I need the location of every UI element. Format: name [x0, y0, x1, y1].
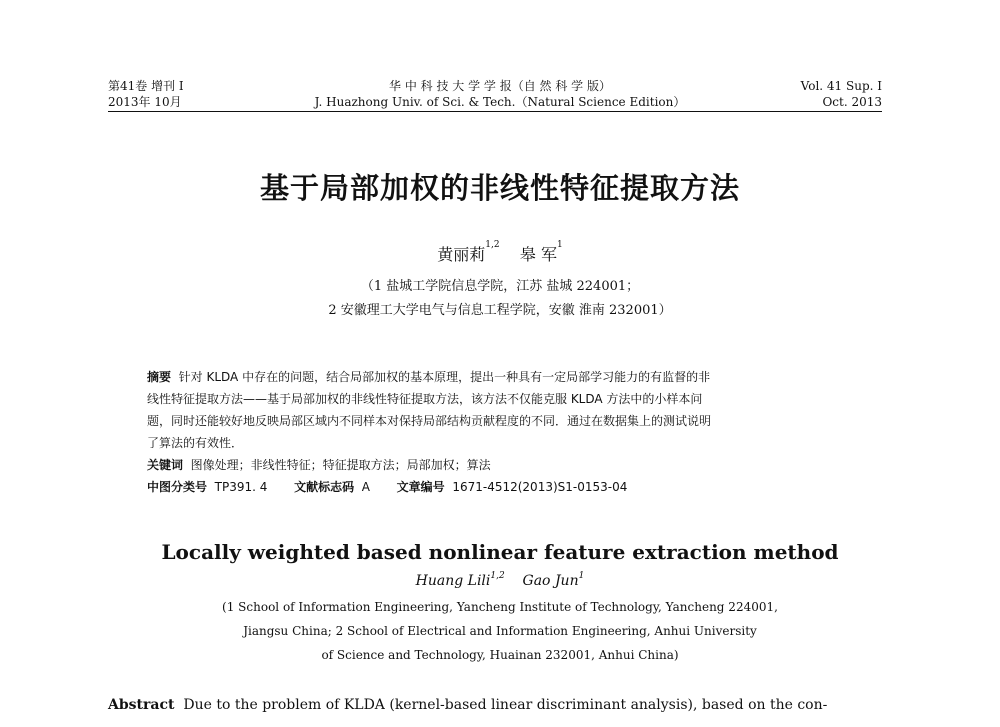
header-volume-info: 第41卷 增刊 I — [108, 79, 184, 93]
header-journal-name-cn: 华 中 科 技 大 学 学 报（自 然 科 学 版） — [389, 79, 611, 93]
author-en-name-1: Huang Lili — [415, 573, 491, 589]
header-date-info: 2013年 10月 — [108, 95, 182, 109]
abstract-cn-label: 摘要 — [147, 370, 172, 384]
header-rule — [108, 111, 882, 112]
author-en-sup-2: 1 — [578, 571, 585, 581]
keywords-cn-text: 图像处理；非线性特征；特征提取方法；局部加权；算法 — [190, 458, 491, 472]
doc-code-label: 文献标志码 — [294, 480, 355, 494]
affiliation-en-1: (1 School of Information Engineering, Yancheng Institute of Technology, Yancheng 224001, — [222, 600, 778, 614]
author-en-sup-1: 1,2 — [490, 571, 505, 581]
abstract-cn — [147, 366, 859, 454]
author-sup-1: 1,2 — [485, 240, 500, 250]
header-volume-en: Vol. 41 Sup. I — [800, 79, 882, 93]
abstract-en — [108, 697, 882, 713]
keywords-cn-label: 关键词 — [147, 458, 184, 472]
paper-title-en: Locally weighted based nonlinear feature extraction method — [161, 540, 839, 564]
abstract-en-label: Abstract — [108, 697, 175, 713]
author-name-1: 黄丽莉 — [437, 245, 486, 264]
classification-line — [147, 476, 627, 498]
affiliation-en-3: of Science and Technology, Huainan 232001, Anhui China) — [321, 648, 679, 662]
abstract-en-text: Due to the problem of KLDA (kernel-based linear discriminant analysis), based on the con- — [183, 697, 828, 713]
author-name-2: 皋 军 — [519, 245, 558, 264]
author-en-name-2: Gao Jun — [522, 573, 579, 589]
article-id-value: 1671-4512(2013)S1-0153-04 — [452, 480, 628, 494]
paper-title-cn: 基于局部加权的非线性特征提取方法 — [259, 171, 740, 205]
affiliation-en-2: Jiangsu China; 2 School of Electrical and Information Engineering, Anhui University — [243, 624, 757, 638]
doc-code-value: A — [361, 480, 370, 494]
authors-en — [0, 573, 1000, 589]
authors-cn — [0, 242, 1000, 265]
affiliation-cn-1: （1 盐城工学院信息学院，江苏 盐城 224001； — [360, 279, 640, 294]
header-date-en: Oct. 2013 — [822, 95, 882, 109]
clc-label: 中图分类号 — [147, 480, 208, 494]
clc-value: TP391. 4 — [214, 480, 268, 494]
abstract-cn-line-2: 线性特征提取方法——基于局部加权的非线性特征提取方法，该方法不仅能克服 KLDA 方法中的小样本问 — [147, 392, 703, 406]
header-journal-name-en: J. Huazhong Univ. of Sci. & Tech.（Natural Science Edition） — [314, 95, 686, 109]
author-sup-2: 1 — [557, 240, 563, 250]
abstract-cn-line-3: 题，同时还能较好地反映局部区域内不同样本对保持局部结构贡献程度的不同．通过在数据集上的测试说明 — [147, 414, 712, 428]
affiliation-cn-2: 2 安徽理工大学电气与信息工程学院，安徽 淮南 232001） — [328, 303, 672, 318]
keywords-cn — [147, 454, 491, 476]
article-id-label: 文章编号 — [396, 480, 445, 494]
abstract-cn-line-4: 了算法的有效性． — [147, 436, 244, 450]
abstract-cn-line-1: 针对 KLDA 中存在的问题，结合局部加权的基本原理，提出一种具有一定局部学习能力的有监督的非 — [178, 370, 711, 384]
